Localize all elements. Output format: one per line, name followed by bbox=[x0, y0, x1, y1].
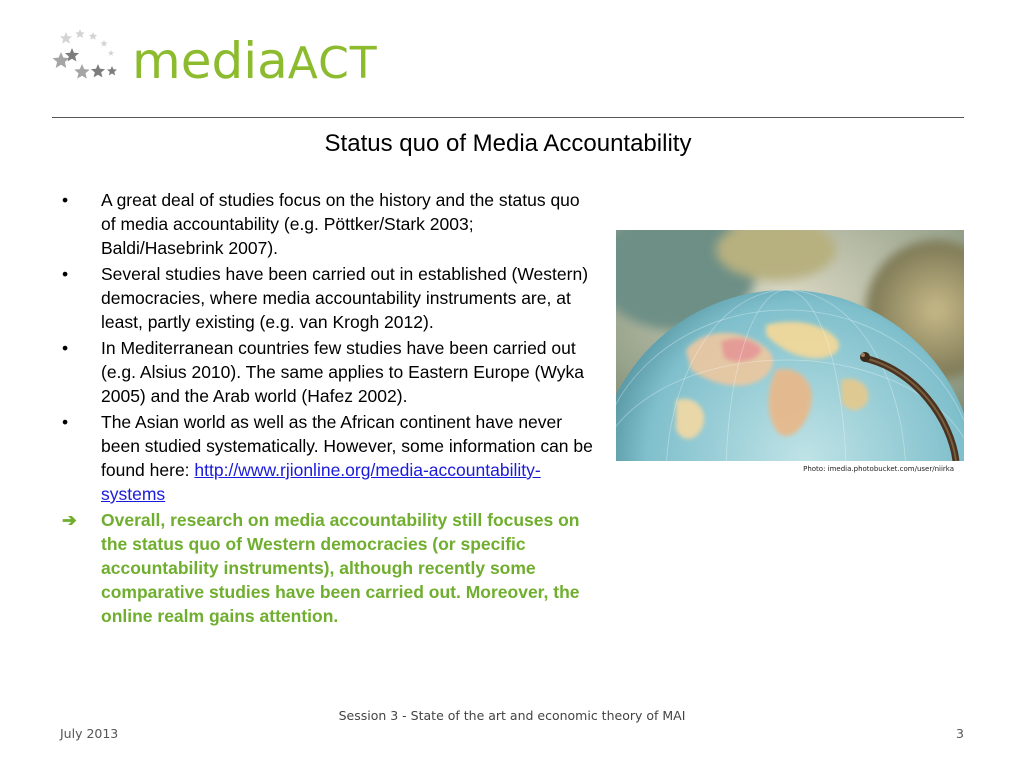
footer-session-title: Session 3 - State of the art and economic theory of MAI bbox=[338, 708, 686, 723]
bullet-text: In Mediterranean countries few studies have been carried out (e.g. Alsius 2010). The same applies to Eastern Europe (Wyka 2005) and the Arab world (Hafez 2002). bbox=[101, 338, 584, 406]
logo-wordmark bbox=[132, 32, 378, 93]
page-number: 3 bbox=[956, 726, 964, 741]
conclusion-statement bbox=[62, 508, 598, 628]
bullet-item bbox=[62, 410, 598, 506]
bullet-text: Several studies have been carried out in established (Western) democracies, where media accountability instruments are, at least, partly existing (e.g. van Krogh 2012). bbox=[101, 264, 589, 332]
bullet-text: The Asian world as well as the African continent have never been studied systematically. However, some information can be found here: bbox=[101, 412, 593, 480]
slide-body bbox=[62, 188, 598, 628]
conclusion-text: Overall, research on media accountability still focuses on the status quo of Western democracies (or specific accountability instruments), although recently some comparative studies have been carried out. Moreover, the online realm gains attention. bbox=[101, 510, 580, 626]
bullet-marker: • bbox=[62, 264, 69, 284]
bullet-marker: • bbox=[62, 190, 69, 210]
logo-text-media: media bbox=[132, 32, 288, 90]
bullet-item bbox=[62, 336, 598, 408]
bullet-marker: • bbox=[62, 412, 69, 432]
globe-photo bbox=[616, 230, 964, 461]
photo-credit: Photo: imedia.photobucket.com/user/niirka bbox=[803, 465, 954, 473]
footer-date: July 2013 bbox=[60, 726, 119, 741]
bullet-marker: • bbox=[62, 338, 69, 358]
stars-icon bbox=[52, 26, 124, 90]
bullet-item bbox=[62, 188, 598, 260]
arrow-right-icon: ➔ bbox=[62, 510, 77, 530]
header-divider bbox=[52, 117, 964, 118]
logo-text-act: ACT bbox=[287, 38, 378, 89]
bullet-text: A great deal of studies focus on the history and the status quo of media accountability (e.g. Pöttker/Stark 2003; Baldi/Hasebrink 2007). bbox=[101, 190, 580, 258]
slide-title: Status quo of Media Accountability bbox=[324, 130, 692, 157]
media-act-logo bbox=[52, 26, 432, 96]
rjionline-link[interactable]: http://www.rjionline.org/media-accountability-systems bbox=[101, 460, 541, 504]
bullet-item bbox=[62, 262, 598, 334]
